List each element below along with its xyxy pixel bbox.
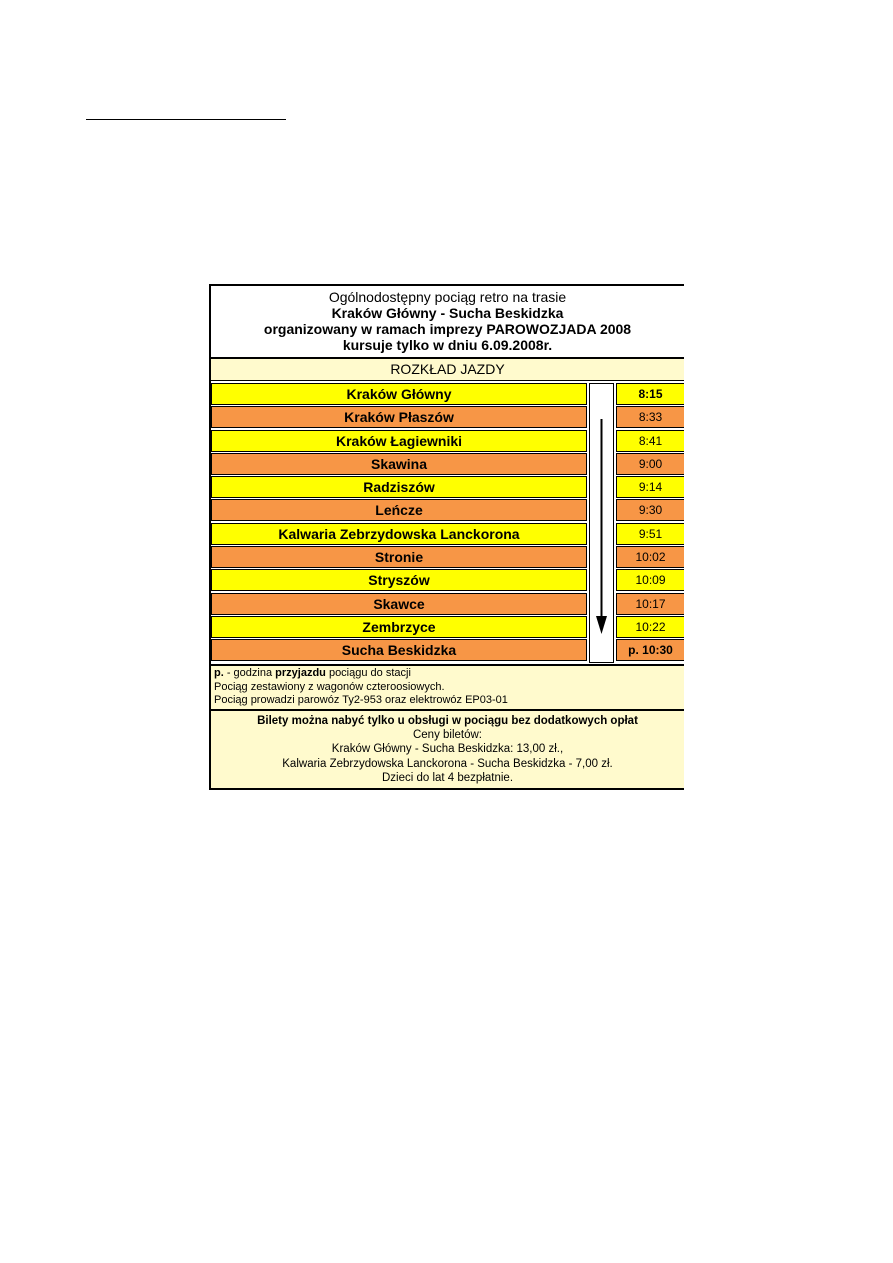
schedule-title: ROZKŁAD JAZDY: [211, 359, 684, 381]
departure-time: 10:22: [616, 616, 684, 638]
departure-time: 10:09: [616, 569, 684, 591]
schedule-notes: [211, 664, 684, 711]
note-arrival: p. - godzina przyjazdu pociągu do stacji: [214, 667, 411, 679]
ticket-info: [211, 711, 684, 788]
departure-time: 8:15: [616, 383, 684, 405]
station-name: Skawce: [211, 593, 587, 615]
departure-time: 10:17: [616, 593, 684, 615]
station-name: Sucha Beskidzka: [211, 639, 587, 661]
ticket-prices-title: Ceny biletów:: [412, 729, 483, 742]
timetable-header: [211, 284, 684, 359]
note-locomotives: Pociąg prowadzi parowóz Ty2-953 oraz elektrowóz EP03-01: [214, 694, 508, 706]
station-name: Kraków Łagiewniki: [211, 430, 587, 452]
station-name: Kraków Główny: [211, 383, 587, 405]
note-wagons: Pociąg zestawiony z wagonów czteroosiowych.: [214, 680, 445, 693]
departure-time: 9:51: [616, 523, 684, 545]
departure-time: 9:00: [616, 453, 684, 475]
top-underline-rule: [86, 119, 286, 120]
header-route: Kraków Główny - Sucha Beskidzka: [331, 305, 564, 321]
header-line-1: Ogólnodostępny pociąg retro na trasie: [328, 289, 567, 305]
direction-column: [589, 383, 614, 663]
ticket-price-kalwaria: Kalwaria Zebrzydowska Lanckorona - Sucha Beskidzka - 7,00 zł.: [282, 757, 613, 770]
departure-time: p. 10:30: [616, 639, 684, 661]
departure-time: 8:33: [616, 406, 684, 428]
down-arrow-icon: [590, 384, 613, 662]
header-date: kursuje tylko w dniu 6.09.2008r.: [342, 337, 553, 353]
header-event: organizowany w ramach imprezy PAROWOZJADA 2008: [263, 321, 632, 337]
departure-time: 10:02: [616, 546, 684, 568]
station-name: Leńcze: [211, 499, 587, 521]
station-name: Stronie: [211, 546, 587, 568]
departure-time: 9:14: [616, 476, 684, 498]
station-name: Skawina: [211, 453, 587, 475]
departure-time: 8:41: [616, 430, 684, 452]
station-name: Zembrzyce: [211, 616, 587, 638]
ticket-children-note: Dzieci do lat 4 bezpłatnie.: [381, 771, 514, 784]
station-name: Stryszów: [211, 569, 587, 591]
timetable-sheet: [209, 284, 684, 790]
station-name: Kraków Płaszów: [211, 406, 587, 428]
departure-time: 9:30: [616, 499, 684, 521]
station-name: Radziszów: [211, 476, 587, 498]
ticket-purchase-note: Bilety można nabyć tylko u obsługi w pociągu bez dodatkowych opłat: [257, 715, 638, 727]
ticket-price-full: Kraków Główny - Sucha Beskidzka: 13,00 zł.,: [331, 743, 564, 756]
station-name: Kalwaria Zebrzydowska Lanckorona: [211, 523, 587, 545]
